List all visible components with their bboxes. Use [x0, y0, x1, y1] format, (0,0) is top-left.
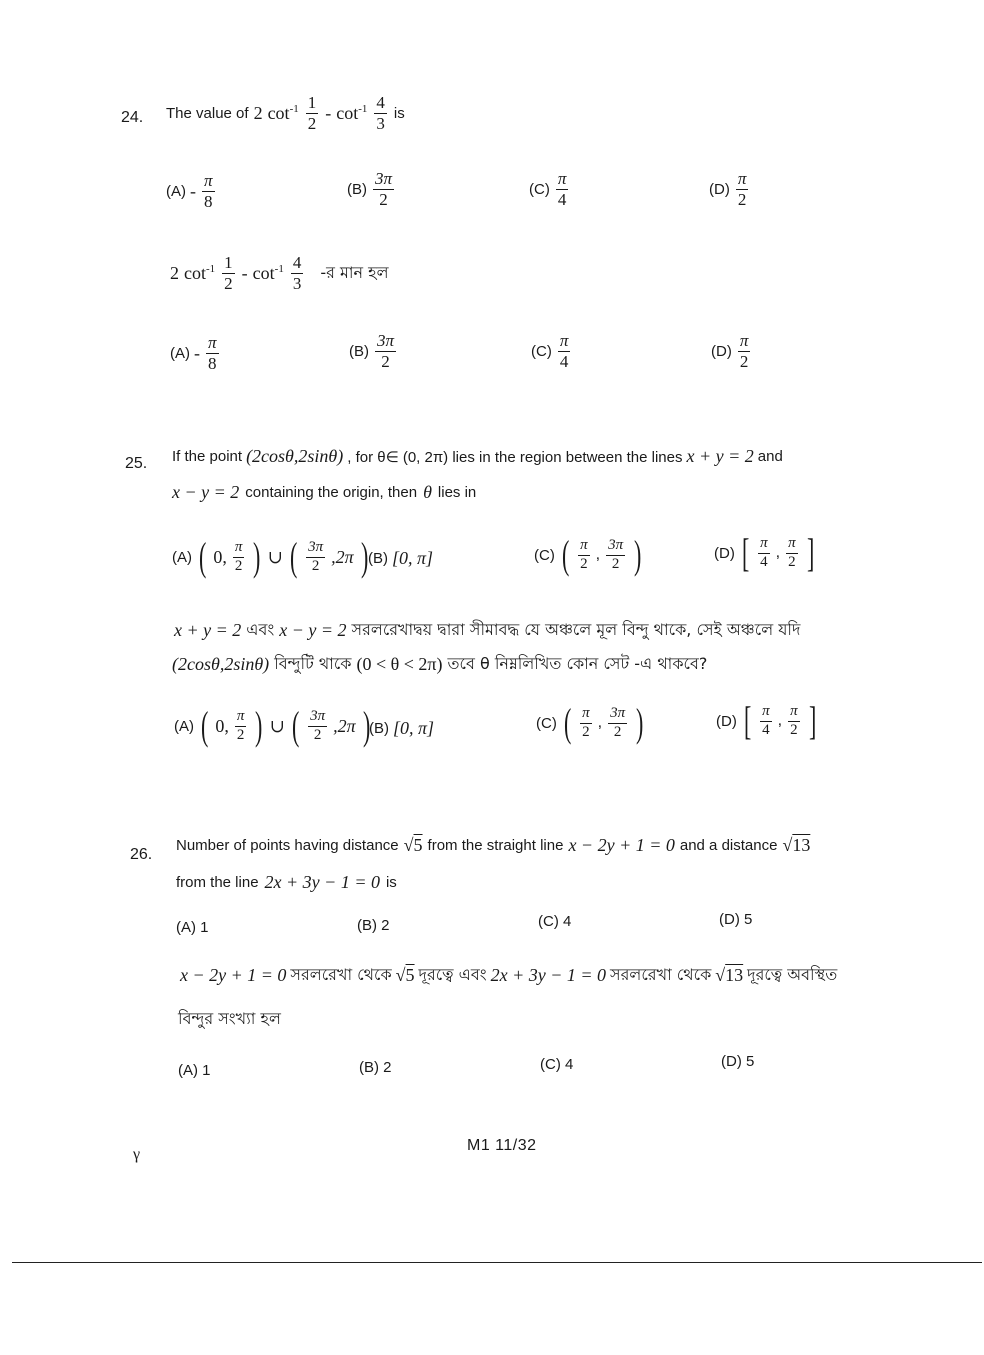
- question-24-stem: [166, 94, 405, 133]
- line-equation: x − y = 2: [279, 620, 347, 640]
- option-label: (C): [529, 180, 550, 198]
- line-equation: 2x + 3y − 1 = 0: [490, 965, 607, 985]
- minus-sign: -: [241, 262, 248, 283]
- option-label: (C): [534, 546, 555, 564]
- question-26-stem-line1: [176, 835, 810, 856]
- option-label: (D): [709, 180, 730, 198]
- fraction: $\frac{\pi}{2}$: [582, 704, 590, 740]
- fraction: $\frac{\pi}{2}$: [739, 331, 749, 371]
- sign: -: [194, 342, 200, 363]
- fn: $\cot^{-1}$: [252, 262, 284, 283]
- fraction: $\frac{3\pi}{2}$: [608, 536, 624, 572]
- option-d[interactable]: (D) 5: [721, 1053, 755, 1070]
- line-equation: x − y = 2: [172, 482, 240, 502]
- fraction: $\frac{\pi}{2}$: [788, 534, 796, 570]
- option-c[interactable]: (C) 4: [540, 1056, 574, 1073]
- question-number: 25.: [125, 455, 148, 472]
- bengali-text: তবে θ নিম্নলিখিত কোন সেট -এ থাকবে?: [447, 654, 708, 673]
- fraction: $\frac{\pi}{2}$: [790, 702, 798, 738]
- line-equation: x − 2y + 1 = 0: [568, 835, 675, 855]
- question-24-stem-bengali: [170, 254, 389, 293]
- option-d[interactable]: (D) 5: [719, 911, 753, 928]
- theta: θ: [423, 482, 432, 502]
- stem-prefix: The value of: [166, 104, 249, 122]
- option-label: (B): [347, 180, 367, 198]
- question-number: 26.: [130, 846, 153, 863]
- question-25-stem-line2: [172, 482, 476, 503]
- bengali-text: দূরত্বে অবস্থিত: [747, 965, 838, 984]
- option-a[interactable]: [166, 172, 217, 211]
- option-a[interactable]: (A) ( 0, $\frac{\pi}{2}$ ) ∪ ( $\frac{3\pi}{2}$ ,2π ): [174, 703, 370, 748]
- fraction: $\frac{\pi}{4}$: [760, 534, 768, 570]
- value: 0,: [213, 546, 227, 567]
- interval: [0, π]: [393, 718, 435, 738]
- stem-text: lies in: [437, 484, 477, 501]
- fraction: $\frac{\pi}{8}$: [208, 333, 217, 373]
- option-label: (D): [714, 544, 735, 562]
- question-25-stem-line1: [172, 446, 783, 467]
- option-c[interactable]: (C) 4: [538, 913, 572, 930]
- bengali-suffix: -র মান হল: [320, 262, 389, 282]
- option-d[interactable]: (D) [ $\frac{\pi}{4}$ , $\frac{\pi}{2}$ ]: [716, 698, 816, 743]
- bengali-text: দূরত্বে এবং: [418, 965, 487, 984]
- value: 0,: [215, 715, 229, 736]
- option-b[interactable]: [347, 170, 396, 209]
- option-b[interactable]: [369, 718, 434, 739]
- option-label: (A): [174, 717, 194, 735]
- fraction: $\frac{3\pi}{2}$: [610, 704, 626, 740]
- option-b[interactable]: (B) 2: [359, 1059, 392, 1076]
- bengali-text: সরলরেখা থেকে: [290, 965, 392, 984]
- fn: $\cot^{-1}$: [184, 262, 216, 283]
- option-c[interactable]: (C) ( $\frac{\pi}{2}$ , $\frac{3\pi}{2}$ ): [534, 532, 642, 577]
- line-equation: x − 2y + 1 = 0: [180, 965, 287, 985]
- interval: [0, π]: [392, 548, 434, 568]
- fraction: $\frac{\pi}{2}$: [737, 169, 747, 209]
- question-26-stem-bengali-line1: [180, 962, 837, 989]
- fn: $\cot^{-1}$: [267, 102, 299, 123]
- coef: 2: [170, 262, 179, 283]
- fraction: $\frac{\pi}{2}$: [236, 707, 245, 743]
- coef: 2: [253, 102, 263, 123]
- sign: -: [190, 180, 196, 201]
- fraction: $\frac{\pi}{2}$: [580, 536, 588, 572]
- option-label: (C): [531, 342, 552, 360]
- point-expr: (2cosθ,2sinθ): [246, 446, 344, 466]
- sqrt-13: √13: [782, 835, 811, 855]
- stem-suffix: is: [393, 104, 405, 122]
- option-label: (B): [369, 720, 389, 737]
- sqrt-5: √5: [403, 835, 423, 855]
- option-label: (B): [368, 550, 388, 567]
- bengali-text: সরলরেখা থেকে: [610, 965, 712, 984]
- stem-text: containing the origin, then: [245, 484, 418, 501]
- fraction: $\frac{1}{2}$: [307, 93, 317, 133]
- option-b[interactable]: (B) 2: [357, 917, 390, 934]
- question-26-stem-line2: [176, 872, 397, 893]
- fraction: $\frac{\pi}{8}$: [204, 171, 213, 211]
- option-d[interactable]: (D) [ $\frac{\pi}{4}$ , $\frac{\pi}{2}$ ]: [714, 530, 814, 575]
- bottom-rule: [12, 1262, 982, 1263]
- fraction: $\frac{3\pi}{2}$: [308, 538, 324, 574]
- bengali-text: বিন্দুটি থাকে: [274, 654, 352, 673]
- option-b[interactable]: [368, 548, 433, 569]
- option-a[interactable]: [170, 334, 221, 373]
- sqrt-13: √13: [715, 965, 744, 985]
- option-label: (D): [711, 342, 732, 360]
- option-label: (A): [166, 182, 186, 200]
- value: ,2π: [331, 546, 354, 567]
- option-c[interactable]: [531, 332, 572, 371]
- point-expr: (2cosθ,2sinθ): [172, 654, 270, 674]
- option-label: (C): [536, 714, 557, 732]
- fraction: $\frac{4}{3}$: [376, 93, 385, 133]
- bengali-text: বিন্দুর সংখ্যা হল: [178, 1009, 281, 1028]
- stem-text: , for θ∈ (0, 2π) lies in the region between the lines: [347, 448, 683, 466]
- fraction: $\frac{\pi}{4}$: [557, 169, 567, 209]
- line-equation: 2x + 3y − 1 = 0: [264, 872, 380, 892]
- stem-text: from the line: [176, 874, 259, 891]
- bengali-text: এবং: [246, 620, 275, 639]
- fraction: $\frac{4}{3}$: [292, 253, 302, 293]
- option-b[interactable]: [349, 332, 398, 371]
- stem-text: If the point: [172, 448, 243, 465]
- stem-text: and a distance: [679, 837, 778, 854]
- stem-text: from the straight line: [427, 837, 564, 854]
- minus-sign: -: [325, 102, 332, 123]
- line-equation: x + y = 2: [174, 620, 242, 640]
- union-symbol: ∪: [267, 546, 283, 567]
- fraction: $\frac{3\pi}{2}$: [375, 169, 393, 209]
- fraction: $\frac{3\pi}{2}$: [377, 331, 395, 371]
- option-c[interactable]: (C) ( $\frac{\pi}{2}$ , $\frac{3\pi}{2}$ ): [536, 700, 644, 745]
- fraction: $\frac{\pi}{4}$: [559, 331, 569, 371]
- line-equation: x + y = 2: [686, 446, 754, 466]
- option-label: (A): [170, 344, 190, 362]
- stem-text: is: [385, 874, 397, 891]
- fraction: $\frac{\pi}{2}$: [234, 538, 243, 574]
- option-d[interactable]: [711, 332, 752, 371]
- option-label: (D): [716, 712, 737, 730]
- range: (0 < θ < 2π): [356, 654, 443, 674]
- question-25-stem-bengali-line2: [172, 651, 707, 678]
- fraction: $\frac{\pi}{4}$: [762, 702, 770, 738]
- value: ,2π: [333, 715, 356, 736]
- fraction: $\frac{1}{2}$: [224, 253, 233, 293]
- stem-text: and: [757, 448, 783, 465]
- option-label: (B): [349, 342, 369, 360]
- union-symbol: ∪: [269, 715, 285, 736]
- option-a[interactable]: (A) ( 0, $\frac{\pi}{2}$ ) ∪ ( $\frac{3\pi}{2}$ ,2π ): [172, 534, 368, 579]
- option-c[interactable]: [529, 170, 570, 209]
- stem-text: Number of points having distance: [176, 837, 399, 854]
- option-a[interactable]: (A) 1: [176, 919, 209, 936]
- sqrt-5: √5: [395, 965, 415, 985]
- page-code: M1 11/32: [467, 1137, 537, 1154]
- question-number: 24.: [121, 109, 144, 126]
- footer-mark: γ: [133, 1146, 141, 1163]
- option-d[interactable]: [709, 170, 750, 209]
- option-a[interactable]: (A) 1: [178, 1062, 211, 1079]
- fraction: $\frac{3\pi}{2}$: [310, 707, 326, 743]
- fn: $\cot^{-1}$: [336, 102, 368, 123]
- bengali-text: সরলরেখাদ্বয় দ্বারা সীমাবদ্ধ যে অঞ্চলে মূল বিন্দু থাকে, সেই অঞ্চলে যদি: [351, 620, 801, 639]
- question-25-stem-bengali-line1: [174, 617, 800, 644]
- option-label: (A): [172, 548, 192, 566]
